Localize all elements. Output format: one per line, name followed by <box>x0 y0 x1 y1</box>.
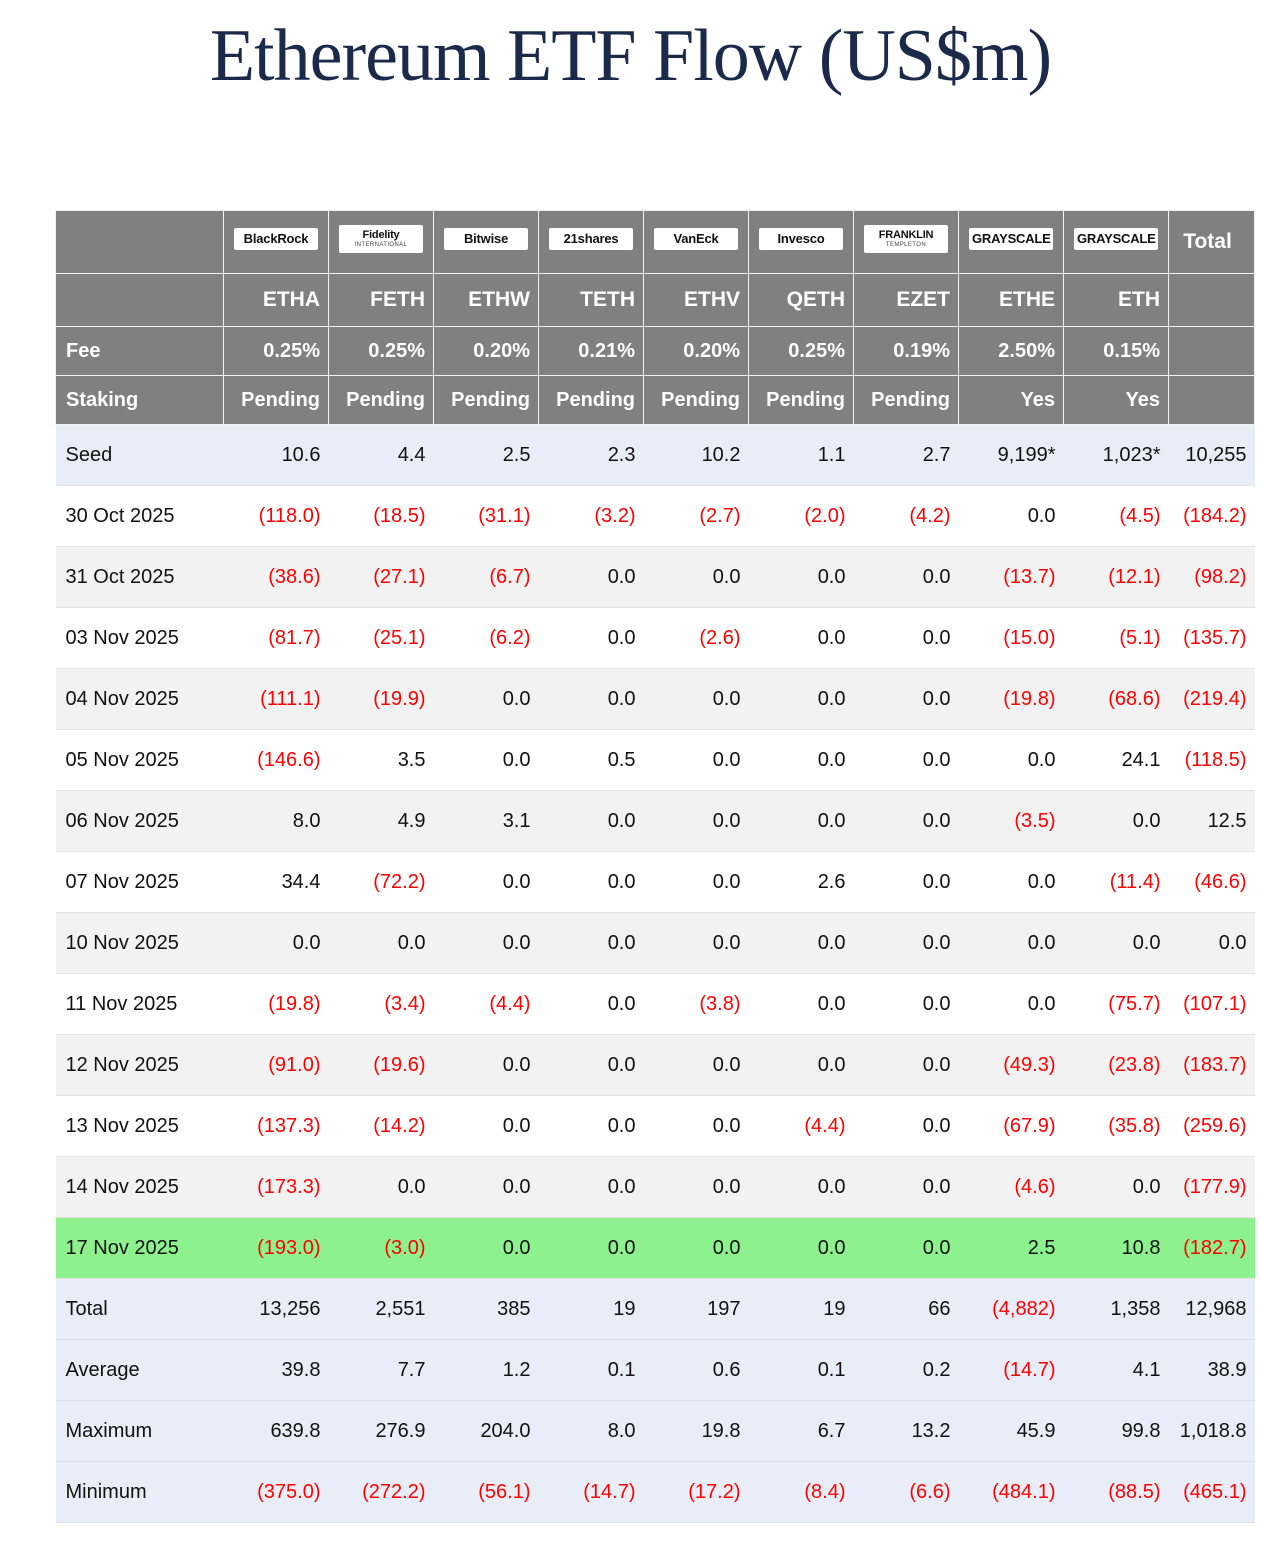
fee-feth: 0.25% <box>329 327 434 376</box>
issuer-logo-ethw <box>434 211 539 274</box>
table-row <box>56 486 1255 547</box>
fee-total <box>1169 327 1255 376</box>
cell-ethw: 0.0 <box>434 1096 539 1157</box>
staking-ezet: Pending <box>854 376 959 425</box>
cell-eth: (75.7) <box>1064 974 1169 1035</box>
issuer-logo-teth <box>539 211 644 274</box>
ticker-feth: FETH <box>329 274 434 327</box>
cell-ezet: 0.0 <box>854 1096 959 1157</box>
cell-qeth: 0.0 <box>749 1035 854 1096</box>
cell-ethe: 9,199* <box>959 425 1064 486</box>
cell-teth: 0.0 <box>539 669 644 730</box>
cell-ezet: 2.7 <box>854 425 959 486</box>
cell-ethw: 385 <box>434 1279 539 1340</box>
ticker-row-label <box>56 274 224 327</box>
fee-etha: 0.25% <box>224 327 329 376</box>
cell-feth: 4.9 <box>329 791 434 852</box>
cell-total: (182.7) <box>1169 1218 1255 1279</box>
issuer-logo-mark: Bitwise <box>444 228 528 250</box>
cell-ethv: 0.0 <box>644 913 749 974</box>
cell-ezet: 0.0 <box>854 1035 959 1096</box>
issuer-logo-mark: FRANKLIN TEMPLETON <box>864 225 948 253</box>
cell-total: 1,018.8 <box>1169 1401 1255 1462</box>
etf-flow-table-container <box>55 210 1247 1523</box>
cell-total: 0.0 <box>1169 913 1255 974</box>
cell-ethv: 0.0 <box>644 1218 749 1279</box>
cell-teth: 2.3 <box>539 425 644 486</box>
cell-ethe: 0.0 <box>959 852 1064 913</box>
cell-ethw: (6.2) <box>434 608 539 669</box>
fee-ethw: 0.20% <box>434 327 539 376</box>
cell-ethe: (15.0) <box>959 608 1064 669</box>
cell-teth: 0.0 <box>539 1096 644 1157</box>
cell-etha: (91.0) <box>224 1035 329 1096</box>
cell-teth: 0.0 <box>539 974 644 1035</box>
cell-total: (98.2) <box>1169 547 1255 608</box>
issuer-logo-mark: Invesco <box>759 228 843 250</box>
cell-ethw: 0.0 <box>434 1218 539 1279</box>
table-row <box>56 547 1255 608</box>
row-label: 07 Nov 2025 <box>56 852 224 913</box>
fee-ethe: 2.50% <box>959 327 1064 376</box>
row-label: Total <box>56 1279 224 1340</box>
ticker-eth: ETH <box>1064 274 1169 327</box>
staking-row-label: Staking <box>56 376 224 425</box>
row-label: Minimum <box>56 1462 224 1523</box>
table-row <box>56 974 1255 1035</box>
cell-feth: 4.4 <box>329 425 434 486</box>
cell-ethw: (6.7) <box>434 547 539 608</box>
row-label: 05 Nov 2025 <box>56 730 224 791</box>
cell-ethw: 0.0 <box>434 669 539 730</box>
cell-ethv: 0.0 <box>644 547 749 608</box>
cell-qeth: (8.4) <box>749 1462 854 1523</box>
cell-teth: 0.0 <box>539 608 644 669</box>
cell-total: (184.2) <box>1169 486 1255 547</box>
cell-qeth: (2.0) <box>749 486 854 547</box>
cell-total: (259.6) <box>1169 1096 1255 1157</box>
cell-qeth: 0.0 <box>749 1218 854 1279</box>
table-row <box>56 1340 1255 1401</box>
cell-feth: (14.2) <box>329 1096 434 1157</box>
cell-ezet: 0.0 <box>854 913 959 974</box>
cell-feth: (27.1) <box>329 547 434 608</box>
header-corner-cell <box>56 211 224 274</box>
cell-etha: 39.8 <box>224 1340 329 1401</box>
cell-ezet: 13.2 <box>854 1401 959 1462</box>
cell-total: (46.6) <box>1169 852 1255 913</box>
ticker-ethw: ETHW <box>434 274 539 327</box>
cell-ethw: 204.0 <box>434 1401 539 1462</box>
cell-teth: (3.2) <box>539 486 644 547</box>
cell-teth: 0.1 <box>539 1340 644 1401</box>
cell-ethe: 0.0 <box>959 486 1064 547</box>
ticker-qeth: QETH <box>749 274 854 327</box>
cell-qeth: (4.4) <box>749 1096 854 1157</box>
ticker-total <box>1169 274 1255 327</box>
row-label: 11 Nov 2025 <box>56 974 224 1035</box>
cell-qeth: 2.6 <box>749 852 854 913</box>
cell-feth: (25.1) <box>329 608 434 669</box>
row-label: 03 Nov 2025 <box>56 608 224 669</box>
row-label: 31 Oct 2025 <box>56 547 224 608</box>
table-row <box>56 913 1255 974</box>
cell-eth: (12.1) <box>1064 547 1169 608</box>
table-row <box>56 730 1255 791</box>
cell-etha: (111.1) <box>224 669 329 730</box>
row-label: 04 Nov 2025 <box>56 669 224 730</box>
table-row <box>56 608 1255 669</box>
cell-ezet: 0.0 <box>854 852 959 913</box>
cell-eth: (4.5) <box>1064 486 1169 547</box>
cell-ethe: (3.5) <box>959 791 1064 852</box>
cell-ethe: (14.7) <box>959 1340 1064 1401</box>
cell-ethv: 0.0 <box>644 1035 749 1096</box>
row-label: 06 Nov 2025 <box>56 791 224 852</box>
cell-teth: 0.0 <box>539 791 644 852</box>
staking-etha: Pending <box>224 376 329 425</box>
cell-teth: 0.0 <box>539 913 644 974</box>
cell-ethv: 0.0 <box>644 791 749 852</box>
issuer-logo-mark: VanEck <box>654 228 738 250</box>
staking-eth: Yes <box>1064 376 1169 425</box>
cell-total: (219.4) <box>1169 669 1255 730</box>
fee-row-label: Fee <box>56 327 224 376</box>
cell-qeth: 0.0 <box>749 730 854 791</box>
cell-qeth: 0.1 <box>749 1340 854 1401</box>
ticker-ezet: EZET <box>854 274 959 327</box>
cell-total: (183.7) <box>1169 1035 1255 1096</box>
issuer-logo-ezet <box>854 211 959 274</box>
fee-teth: 0.21% <box>539 327 644 376</box>
cell-eth: 0.0 <box>1064 791 1169 852</box>
etf-flow-table <box>55 210 1255 1523</box>
staking-total <box>1169 376 1255 425</box>
row-label: 12 Nov 2025 <box>56 1035 224 1096</box>
cell-eth: 24.1 <box>1064 730 1169 791</box>
cell-qeth: 0.0 <box>749 1157 854 1218</box>
cell-eth: (11.4) <box>1064 852 1169 913</box>
cell-eth: 0.0 <box>1064 1157 1169 1218</box>
cell-ezet: 0.2 <box>854 1340 959 1401</box>
table-row <box>56 1462 1255 1523</box>
cell-total: 38.9 <box>1169 1340 1255 1401</box>
cell-teth: 0.0 <box>539 1218 644 1279</box>
fee-eth: 0.15% <box>1064 327 1169 376</box>
cell-etha: (118.0) <box>224 486 329 547</box>
cell-ethv: 0.0 <box>644 1157 749 1218</box>
table-row <box>56 1401 1255 1462</box>
issuer-logo-ethv <box>644 211 749 274</box>
cell-ethe: 45.9 <box>959 1401 1064 1462</box>
staking-feth: Pending <box>329 376 434 425</box>
cell-ethv: 0.0 <box>644 669 749 730</box>
cell-ethe: 2.5 <box>959 1218 1064 1279</box>
cell-feth: 0.0 <box>329 1157 434 1218</box>
cell-ethe: (49.3) <box>959 1035 1064 1096</box>
cell-etha: (19.8) <box>224 974 329 1035</box>
table-row <box>56 1218 1255 1279</box>
cell-ezet: 0.0 <box>854 547 959 608</box>
cell-feth: (3.0) <box>329 1218 434 1279</box>
cell-eth: 1,023* <box>1064 425 1169 486</box>
cell-teth: 0.0 <box>539 852 644 913</box>
cell-feth: 2,551 <box>329 1279 434 1340</box>
cell-ethw: 0.0 <box>434 730 539 791</box>
cell-etha: 13,256 <box>224 1279 329 1340</box>
row-label: 10 Nov 2025 <box>56 913 224 974</box>
cell-ethw: 0.0 <box>434 1035 539 1096</box>
cell-ethv: 19.8 <box>644 1401 749 1462</box>
total-column-header: Total <box>1169 211 1255 274</box>
cell-feth: 7.7 <box>329 1340 434 1401</box>
cell-eth: (88.5) <box>1064 1462 1169 1523</box>
table-row <box>56 1279 1255 1340</box>
cell-ethe: (484.1) <box>959 1462 1064 1523</box>
cell-etha: 0.0 <box>224 913 329 974</box>
cell-ezet: 0.0 <box>854 1218 959 1279</box>
cell-etha: 10.6 <box>224 425 329 486</box>
cell-qeth: 0.0 <box>749 913 854 974</box>
issuer-logo-mark: GRAYSCALE <box>1074 228 1158 250</box>
cell-qeth: 0.0 <box>749 974 854 1035</box>
cell-ethe: (4.6) <box>959 1157 1064 1218</box>
cell-ezet: 0.0 <box>854 974 959 1035</box>
row-label: 30 Oct 2025 <box>56 486 224 547</box>
cell-ethw: 0.0 <box>434 1157 539 1218</box>
issuer-logo-row <box>56 211 1255 274</box>
fee-ethv: 0.20% <box>644 327 749 376</box>
issuer-logo-mark: Fidelity INTERNATIONAL <box>339 225 423 253</box>
cell-total: (177.9) <box>1169 1157 1255 1218</box>
cell-etha: (81.7) <box>224 608 329 669</box>
fee-ezet: 0.19% <box>854 327 959 376</box>
table-body <box>56 425 1255 1523</box>
cell-etha: (146.6) <box>224 730 329 791</box>
ticker-etha: ETHA <box>224 274 329 327</box>
cell-qeth: 1.1 <box>749 425 854 486</box>
fee-qeth: 0.25% <box>749 327 854 376</box>
cell-feth: (272.2) <box>329 1462 434 1523</box>
cell-etha: 639.8 <box>224 1401 329 1462</box>
cell-feth: (72.2) <box>329 852 434 913</box>
issuer-logo-mark: 21shares <box>549 228 633 250</box>
row-label: Maximum <box>56 1401 224 1462</box>
cell-eth: 0.0 <box>1064 913 1169 974</box>
ticker-ethe: ETHE <box>959 274 1064 327</box>
cell-ethv: 10.2 <box>644 425 749 486</box>
cell-ezet: 0.0 <box>854 791 959 852</box>
fee-row <box>56 327 1255 376</box>
cell-ethw: 1.2 <box>434 1340 539 1401</box>
cell-ethv: 197 <box>644 1279 749 1340</box>
cell-ezet: (6.6) <box>854 1462 959 1523</box>
cell-ethv: 0.0 <box>644 1096 749 1157</box>
issuer-logo-mark: GRAYSCALE <box>969 228 1053 250</box>
cell-total: (107.1) <box>1169 974 1255 1035</box>
cell-feth: (19.6) <box>329 1035 434 1096</box>
cell-ethe: (4,882) <box>959 1279 1064 1340</box>
issuer-logo-qeth <box>749 211 854 274</box>
cell-ethe: (19.8) <box>959 669 1064 730</box>
cell-eth: (23.8) <box>1064 1035 1169 1096</box>
cell-ethv: 0.0 <box>644 730 749 791</box>
row-label: 17 Nov 2025 <box>56 1218 224 1279</box>
cell-feth: (18.5) <box>329 486 434 547</box>
cell-ezet: 0.0 <box>854 608 959 669</box>
cell-ethv: 0.0 <box>644 852 749 913</box>
row-label: 13 Nov 2025 <box>56 1096 224 1157</box>
cell-feth: 3.5 <box>329 730 434 791</box>
cell-ethv: (2.7) <box>644 486 749 547</box>
table-row <box>56 852 1255 913</box>
staking-ethw: Pending <box>434 376 539 425</box>
cell-ethe: 0.0 <box>959 730 1064 791</box>
cell-feth: 0.0 <box>329 913 434 974</box>
cell-teth: 0.0 <box>539 547 644 608</box>
cell-total: 10,255 <box>1169 425 1255 486</box>
cell-ethv: (17.2) <box>644 1462 749 1523</box>
cell-ethv: (3.8) <box>644 974 749 1035</box>
table-row <box>56 425 1255 486</box>
cell-ezet: 66 <box>854 1279 959 1340</box>
staking-ethv: Pending <box>644 376 749 425</box>
cell-ethe: 0.0 <box>959 913 1064 974</box>
row-label: 14 Nov 2025 <box>56 1157 224 1218</box>
cell-ethw: 2.5 <box>434 425 539 486</box>
cell-etha: (137.3) <box>224 1096 329 1157</box>
cell-total: 12.5 <box>1169 791 1255 852</box>
cell-teth: 0.5 <box>539 730 644 791</box>
cell-eth: (35.8) <box>1064 1096 1169 1157</box>
ticker-ethv: ETHV <box>644 274 749 327</box>
cell-eth: (68.6) <box>1064 669 1169 730</box>
table-row <box>56 1096 1255 1157</box>
cell-feth: (19.9) <box>329 669 434 730</box>
cell-total: 12,968 <box>1169 1279 1255 1340</box>
cell-qeth: 0.0 <box>749 669 854 730</box>
cell-teth: 8.0 <box>539 1401 644 1462</box>
table-row <box>56 1035 1255 1096</box>
cell-qeth: 0.0 <box>749 791 854 852</box>
cell-ethw: 0.0 <box>434 852 539 913</box>
staking-row <box>56 376 1255 425</box>
cell-feth: (3.4) <box>329 974 434 1035</box>
cell-total: (465.1) <box>1169 1462 1255 1523</box>
cell-teth: (14.7) <box>539 1462 644 1523</box>
cell-etha: (38.6) <box>224 547 329 608</box>
cell-ethw: 0.0 <box>434 913 539 974</box>
cell-ethw: (56.1) <box>434 1462 539 1523</box>
cell-qeth: 0.0 <box>749 608 854 669</box>
cell-qeth: 19 <box>749 1279 854 1340</box>
cell-eth: 4.1 <box>1064 1340 1169 1401</box>
staking-qeth: Pending <box>749 376 854 425</box>
cell-teth: 0.0 <box>539 1157 644 1218</box>
cell-ethw: (31.1) <box>434 486 539 547</box>
staking-teth: Pending <box>539 376 644 425</box>
cell-ezet: 0.0 <box>854 730 959 791</box>
table-row <box>56 791 1255 852</box>
cell-ethv: (2.6) <box>644 608 749 669</box>
cell-teth: 0.0 <box>539 1035 644 1096</box>
row-label: Average <box>56 1340 224 1401</box>
cell-etha: 34.4 <box>224 852 329 913</box>
cell-qeth: 0.0 <box>749 547 854 608</box>
cell-etha: 8.0 <box>224 791 329 852</box>
cell-ethw: (4.4) <box>434 974 539 1035</box>
cell-ezet: (4.2) <box>854 486 959 547</box>
cell-total: (118.5) <box>1169 730 1255 791</box>
cell-ethe: (13.7) <box>959 547 1064 608</box>
issuer-logo-etha <box>224 211 329 274</box>
issuer-logo-feth <box>329 211 434 274</box>
cell-eth: 99.8 <box>1064 1401 1169 1462</box>
cell-ethw: 3.1 <box>434 791 539 852</box>
cell-eth: 10.8 <box>1064 1218 1169 1279</box>
issuer-logo-ethe <box>959 211 1064 274</box>
cell-etha: (173.3) <box>224 1157 329 1218</box>
cell-feth: 276.9 <box>329 1401 434 1462</box>
row-label: Seed <box>56 425 224 486</box>
table-header <box>56 211 1255 425</box>
cell-qeth: 6.7 <box>749 1401 854 1462</box>
cell-ethe: (67.9) <box>959 1096 1064 1157</box>
table-row <box>56 669 1255 730</box>
cell-ethe: 0.0 <box>959 974 1064 1035</box>
cell-eth: (5.1) <box>1064 608 1169 669</box>
cell-teth: 19 <box>539 1279 644 1340</box>
issuer-logo-mark: BlackRock <box>234 228 318 250</box>
cell-eth: 1,358 <box>1064 1279 1169 1340</box>
ticker-row <box>56 274 1255 327</box>
issuer-logo-eth <box>1064 211 1169 274</box>
table-row <box>56 1157 1255 1218</box>
cell-ethv: 0.6 <box>644 1340 749 1401</box>
page-title: Ethereum ETF Flow (US$m) <box>209 15 1052 97</box>
cell-ezet: 0.0 <box>854 1157 959 1218</box>
cell-ezet: 0.0 <box>854 669 959 730</box>
cell-etha: (375.0) <box>224 1462 329 1523</box>
cell-total: (135.7) <box>1169 608 1255 669</box>
ticker-teth: TETH <box>539 274 644 327</box>
staking-ethe: Yes <box>959 376 1064 425</box>
cell-etha: (193.0) <box>224 1218 329 1279</box>
